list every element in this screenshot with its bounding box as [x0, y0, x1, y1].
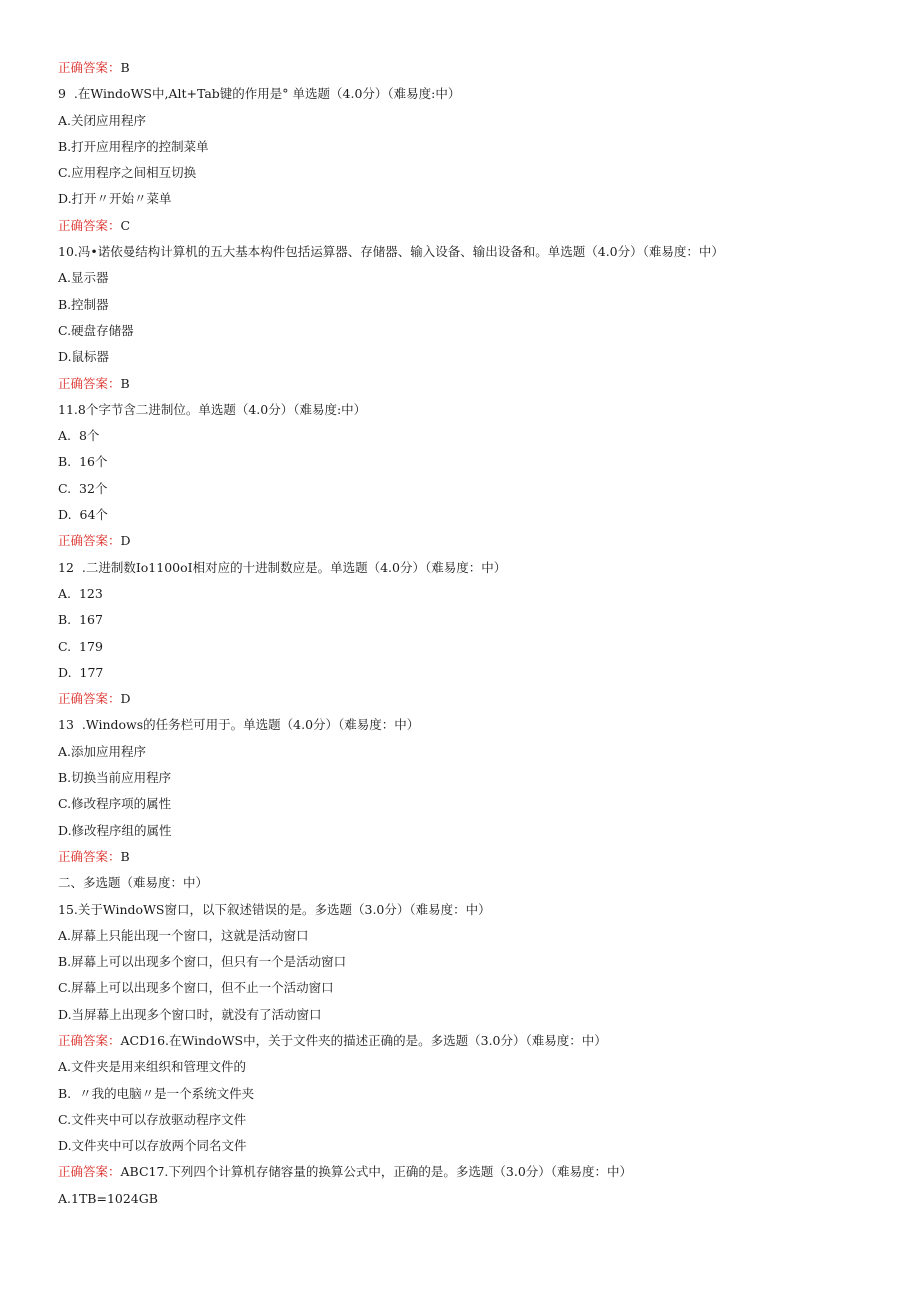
text-line: A. 8个 — [58, 428, 100, 444]
answer-line — [58, 1163, 898, 1189]
answer-value: ABC17.下列四个计算机存储容量的换算公式中，正确的是。多选题（3.0分）（难易度：中） — [120, 1164, 633, 1180]
text-line: A. 123 — [58, 585, 103, 601]
answer-label: 正确答案： — [58, 375, 121, 391]
text-line: C. 179 — [58, 638, 103, 654]
answer-value: C — [120, 217, 131, 233]
text-line: 9 .在WindoWS中,Alt+Tab键的作用是° 单选题（4.0分）（难易度:中） — [58, 86, 461, 102]
answer-line — [58, 532, 898, 558]
text-line: 11.8个字节含二进制位。单选题（4.0分）（难易度:中） — [58, 401, 367, 417]
answer-value: B — [120, 848, 130, 864]
text-line: 二、多选题（难易度：中） — [58, 875, 209, 891]
answer-value: B — [120, 375, 130, 391]
text-line: C.文件夹中可以存放驱动程序文件 — [58, 1111, 247, 1127]
answer-line — [58, 848, 898, 874]
text-line: C.应用程序之间相互切换 — [58, 165, 197, 181]
text-line: D.鼠标器 — [58, 349, 110, 365]
answer-label: 正确答案： — [58, 533, 121, 549]
text-line: D.打开〃开始〃菜单 — [58, 191, 172, 207]
answer-label: 正确答案： — [58, 217, 121, 233]
text-line: B.屏幕上可以出现多个窗口，但只有一个是活动窗口 — [58, 954, 347, 970]
text-line: A.关闭应用程序 — [58, 112, 147, 128]
text-line: B.切换当前应用程序 — [58, 770, 172, 786]
answer-line — [58, 59, 898, 85]
answer-line — [58, 690, 898, 716]
answer-line — [58, 217, 898, 243]
text-line: D. 64个 — [58, 507, 108, 523]
text-line: C. 32个 — [58, 480, 108, 496]
document-body — [58, 59, 898, 1216]
text-line: 15.关于WindoWS窗口，以下叙述错误的是。多选题（3.0分）（难易度：中） — [58, 901, 491, 917]
text-line: A.1TB=1024GB — [58, 1190, 158, 1206]
answer-label: 正确答案： — [58, 1032, 121, 1048]
text-line: B. 167 — [58, 612, 103, 628]
answer-label: 正确答案： — [58, 1164, 121, 1180]
answer-line — [58, 375, 898, 401]
text-line: B.控制器 — [58, 296, 109, 312]
answer-line — [58, 1032, 898, 1058]
answer-label: 正确答案： — [58, 691, 121, 707]
answer-value: ACD16.在WindoWS中，关于文件夹的描述正确的是。多选题（3.0分）（难易度：中） — [120, 1032, 607, 1048]
text-line: C.修改程序项的属性 — [58, 796, 172, 812]
text-line: B. 〃我的电脑〃是一个系统文件夹 — [58, 1085, 255, 1101]
text-line: D.修改程序组的属性 — [58, 822, 172, 838]
answer-value: D — [120, 533, 131, 549]
text-line: A.文件夹是用来组织和管理文件的 — [58, 1059, 247, 1075]
text-line: D.当屏幕上出现多个窗口时，就没有了活动窗口 — [58, 1006, 322, 1022]
text-line: 13 .Windows的任务栏可用于。单选题（4.0分）（难易度：中） — [58, 717, 420, 733]
text-line: D. 177 — [58, 664, 104, 680]
answer-label: 正确答案： — [58, 848, 121, 864]
text-line: D.文件夹中可以存放两个同名文件 — [58, 1138, 247, 1154]
answer-value: B — [120, 60, 130, 75]
text-line: C.硬盘存储器 — [58, 322, 134, 338]
answer-value: D — [120, 691, 131, 707]
text-line: A.屏幕上只能出现一个窗口，这就是活动窗口 — [58, 927, 309, 943]
text-line: A.显示器 — [58, 270, 109, 286]
text-line: B. 16个 — [58, 454, 108, 470]
answer-label: 正确答案： — [58, 60, 121, 75]
text-line: A.添加应用程序 — [58, 743, 147, 759]
text-line: B.打开应用程序的控制菜单 — [58, 138, 209, 154]
text-line: C.屏幕上可以出现多个窗口，但不止一个活动窗口 — [58, 980, 334, 996]
text-line: 10.冯•诺依曼结构计算机的五大基本构件包括运算器、存储器、输入设备、输出设备和。单选题（4.0分）（难易度：中） — [58, 244, 724, 260]
text-line: 12 .二进制数Io1100oI相对应的十进制数应是。单选题（4.0分）（难易度：中） — [58, 559, 507, 575]
